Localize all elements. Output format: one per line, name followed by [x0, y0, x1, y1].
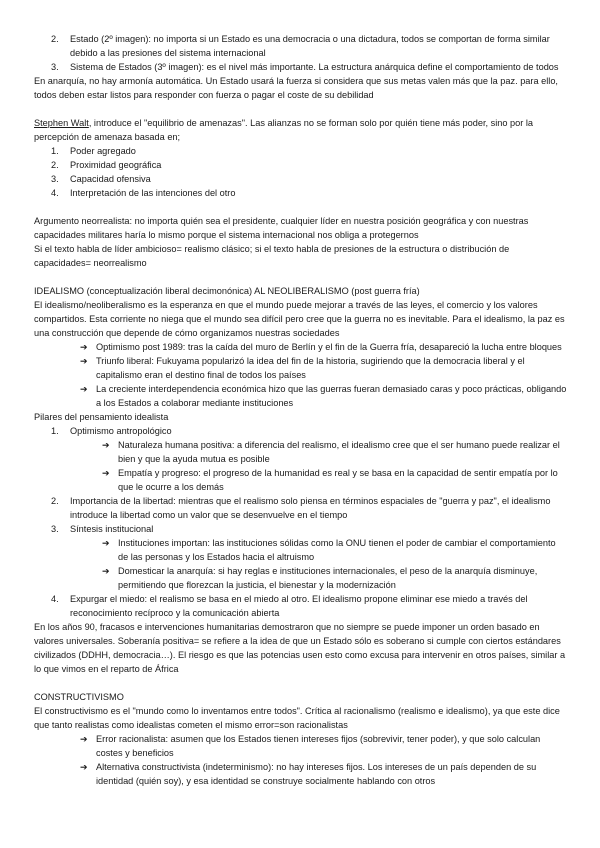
list-item	[34, 172, 568, 186]
list-item	[34, 60, 568, 74]
list-text: Proximidad geográfica	[70, 160, 162, 170]
paragraph-walt	[34, 116, 568, 144]
bullet-item	[34, 760, 568, 788]
arrow-icon: ➔	[102, 468, 110, 478]
arrow-icon: ➔	[80, 384, 88, 394]
list-number: 4.	[51, 594, 59, 604]
section-heading-idealismo: IDEALISMO (conceptualización liberal decimonónica) AL NEOLIBERALISMO (post guerra fría)	[34, 286, 420, 296]
paragraph-constructivismo-intro: El constructivismo es el "mundo como lo inventamos entre todos". Crítica al racionalismo (realismo e idealismo), ya que este dice que tanto realistas como idealistas cometen el mismo error=son racionalistas	[34, 706, 560, 730]
bullet-item	[34, 732, 568, 760]
paragraph-neorrealista: Argumento neorrealista: no importa quién sea el presidente, cualquier líder en nuestra posición geográfica y con nuestras capacidades militares haría lo mismo porque el sistema internacional nos obliga a protegernos	[34, 216, 529, 240]
list-text: Poder agregado	[70, 146, 136, 156]
list-item	[34, 186, 568, 200]
list-number: 2.	[51, 496, 59, 506]
bullet-text: Naturaleza humana positiva: a diferencia del realismo, el idealismo cree que el ser humano puede realizar el bien y que la ayuda mutua es posible	[118, 440, 560, 464]
list-item	[34, 158, 568, 172]
bullet-item	[34, 354, 568, 382]
list-number: 2.	[51, 34, 59, 44]
paragraph-idealismo-intro: El idealismo/neoliberalismo es la esperanza en que el mundo puede mejorar a través de las leyes, el comercio y los valores compartidos. Esta corriente no niega que el mundo sea difícil pero cree que la guerra no es inevitable. Para el idealismo, la paz es una construcción que depende de cómo organizamos nuestras sociedades	[34, 300, 565, 338]
bullet-text: Triunfo liberal: Fukuyama popularizó la idea del fin de la historia, sugiriendo que la democracia liberal y el capitalismo eran el destino final de todos los países	[96, 356, 525, 380]
bullet-text: Empatía y progreso: el progreso de la humanidad es real y se basa en la capacidad de sentir empatía por lo que le ocurre a los demás	[118, 468, 558, 492]
list-text: Sistema de Estados (3º imagen): es el nivel más importante. La estructura anárquica define el comportamiento de todos	[70, 62, 559, 72]
arrow-icon: ➔	[102, 538, 110, 548]
arrow-icon: ➔	[102, 440, 110, 450]
bullet-text: Domesticar la anarquía: si hay reglas e instituciones internacionales, el peso de la anarquía disminuye, permitiendo que florezcan la justicia, el bienestar y la modernización	[118, 566, 538, 590]
arrow-icon: ➔	[80, 762, 88, 772]
list-text: Interpretación de las intenciones del otro	[70, 188, 236, 198]
list-item	[34, 522, 568, 536]
list-item	[34, 424, 568, 438]
sub-bullet-item	[34, 466, 568, 494]
list-text: Estado (2º imagen): no importa si un Estado es una democracia o una dictadura, todos se comportan de forma similar debido a las presiones del sistema internacional	[70, 34, 550, 58]
list-text: Optimismo antropológico	[70, 426, 172, 436]
bullet-text: Alternativa constructivista (indeterminismo): no hay intereses fijos. Los intereses de un país dependen de su identidad (quién soy), y esa identidad se construye socialmente hablando con otros	[96, 762, 537, 786]
arrow-icon: ➔	[80, 356, 88, 366]
list-number: 1.	[51, 146, 59, 156]
list-text: Expurgar el miedo: el realismo se basa en el miedo al otro. El idealismo propone eliminar ese miedo a través del reconocimiento recíproco y la comunicación abierta	[70, 594, 528, 618]
list-number: 3.	[51, 524, 59, 534]
paragraph-lider: Si el texto habla de líder ambicioso= realismo clásico; si el texto habla de presiones de la estructura o distribución de capacidades= neorrealismo	[34, 244, 510, 268]
bullet-text: Instituciones importan: las instituciones sólidas como la ONU tienen el poder de cambiar el comportamiento de las personas y los Estados hacia el altruismo	[118, 538, 556, 562]
paragraph-text: , introduce el "equilibrio de amenazas". Las alianzas no se forman solo por quién tiene más poder, sino por la percepción de amenaza basada en;	[34, 118, 534, 142]
list-item	[34, 32, 568, 60]
arrow-icon: ➔	[80, 734, 88, 744]
sub-bullet-item	[34, 536, 568, 564]
document-page	[34, 32, 568, 788]
list-text: Síntesis institucional	[70, 524, 154, 534]
list-number: 4.	[51, 188, 59, 198]
list-text: Capacidad ofensiva	[70, 174, 151, 184]
sub-bullet-item	[34, 564, 568, 592]
arrow-icon: ➔	[102, 566, 110, 576]
list-item	[34, 592, 568, 620]
pilares-title: Pilares del pensamiento idealista	[34, 412, 169, 422]
list-number: 1.	[51, 426, 59, 436]
bullet-text: Optimismo post 1989: tras la caída del muro de Berlín y el fin de la Guerra fría, desapareció la lucha entre bloques	[96, 342, 562, 352]
list-number: 2.	[51, 160, 59, 170]
list-item	[34, 144, 568, 158]
list-number: 3.	[51, 174, 59, 184]
list-item	[34, 494, 568, 522]
sub-bullet-item	[34, 438, 568, 466]
bullet-item	[34, 382, 568, 410]
arrow-icon: ➔	[80, 342, 88, 352]
bullet-item	[34, 340, 568, 354]
bullet-text: La creciente interdependencia económica hizo que las guerras fueran demasiado caras y poco prácticas, obligando a los Estados a colaborar mediante instituciones	[96, 384, 567, 408]
list-text: Importancia de la libertad: mientras que el realismo solo piensa en términos espaciales de "guerra y paz", el idealismo introduce la libertad como un valor que se desenvuelve en el tiempo	[70, 496, 551, 520]
list-number: 3.	[51, 62, 59, 72]
bullet-text: Error racionalista: asumen que los Estados tienen intereses fijos (sobrevivir, tener poder), y que solo calculan costes y beneficios	[96, 734, 541, 758]
section-heading-constructivismo: CONSTRUCTIVISMO	[34, 692, 124, 702]
author-name: Stephen Walt	[34, 118, 89, 128]
paragraph-anos-90: En los años 90, fracasos e intervenciones humanitarias demostraron que no siempre se puede imponer un orden basado en valores universales. Soberanía positiva= se refiere a la idea de que un Estado sólo es soberano si cumple con ciertos estándares civilizados (DDHH, democracia…). El riesgo es que las potencias usen esto como excusa para intervenir en otros países, similar a lo que vimos en el reparto de África	[34, 622, 566, 674]
paragraph-anarquia: En anarquía, no hay armonía automática. Un Estado usará la fuerza si considera que sus metas valen más que la paz. para ello, todos deben estar listos para responder con fuerza o pagar el coste de su debilidad	[34, 76, 558, 100]
